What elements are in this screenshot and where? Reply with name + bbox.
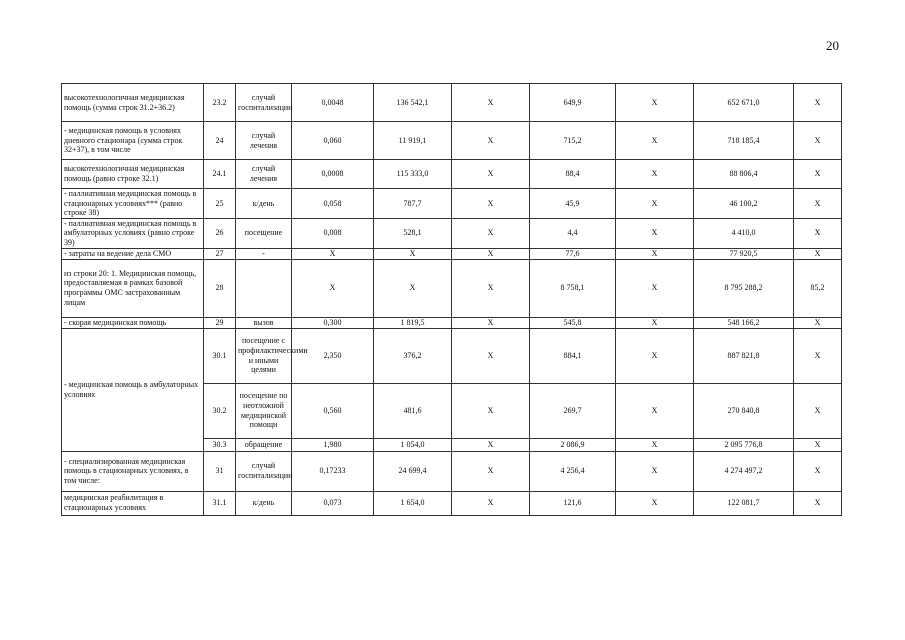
cell-c7: X (794, 160, 842, 189)
cell-c3: X (452, 491, 530, 515)
cell-c4: 4 256,4 (530, 451, 616, 491)
table-row (62, 491, 842, 515)
row-number: 26 (204, 218, 236, 248)
row-name-ambulatory: - медицинская помощь в амбулаторных условиях (62, 328, 204, 451)
cell-cost: 1 819,5 (374, 317, 452, 328)
cell-c5: X (616, 248, 694, 259)
cell-c6: 4 274 497,2 (694, 451, 794, 491)
cell-c7: X (794, 248, 842, 259)
cell-volume: X (292, 259, 374, 317)
cell-c4: 269,7 (530, 383, 616, 438)
cell-volume: 0,0008 (292, 160, 374, 189)
cell-volume: 1,980 (292, 438, 374, 451)
cell-c6: 77 920,5 (694, 248, 794, 259)
cell-cost: 1 054,0 (374, 438, 452, 451)
row-number: 31.1 (204, 491, 236, 515)
cell-c7: X (794, 491, 842, 515)
table-row (62, 84, 842, 122)
cell-c6: 652 671,0 (694, 84, 794, 122)
cell-c4: 545,8 (530, 317, 616, 328)
cell-volume: 0,560 (292, 383, 374, 438)
table-row (62, 160, 842, 189)
cell-c5: X (616, 160, 694, 189)
cell-c3: X (452, 328, 530, 383)
cell-c7: X (794, 189, 842, 219)
cell-cost: 1 654,0 (374, 491, 452, 515)
row-name: - затраты на ведение дела СМО (62, 248, 204, 259)
cell-c6: 88 806,4 (694, 160, 794, 189)
cell-c7: X (794, 328, 842, 383)
cell-cost: 528,1 (374, 218, 452, 248)
row-unit: посещение по неотложной медицинской помощи (236, 383, 292, 438)
cell-cost: 481,6 (374, 383, 452, 438)
cell-c3: X (452, 218, 530, 248)
cell-cost: X (374, 259, 452, 317)
cell-c3: X (452, 451, 530, 491)
cell-c3: X (452, 248, 530, 259)
cell-c4: 45,9 (530, 189, 616, 219)
cell-c3: X (452, 84, 530, 122)
cell-c3: X (452, 438, 530, 451)
cell-c4: 4,4 (530, 218, 616, 248)
cell-c5: X (616, 383, 694, 438)
cell-c6: 548 166,2 (694, 317, 794, 328)
row-number: 31 (204, 451, 236, 491)
cell-c6: 2 095 776,8 (694, 438, 794, 451)
table-row (62, 328, 842, 383)
cell-volume: 0,058 (292, 189, 374, 219)
cell-c6: 122 081,7 (694, 491, 794, 515)
row-number: 27 (204, 248, 236, 259)
cell-c7: X (794, 317, 842, 328)
cell-c5: X (616, 218, 694, 248)
cell-volume: X (292, 248, 374, 259)
cell-c7: X (794, 383, 842, 438)
row-unit (236, 259, 292, 317)
cell-c6: 270 840,8 (694, 383, 794, 438)
row-unit: посещение (236, 218, 292, 248)
table-row (62, 248, 842, 259)
cell-volume: 0,060 (292, 122, 374, 160)
cell-volume: 0,300 (292, 317, 374, 328)
cell-c5: X (616, 317, 694, 328)
row-unit: к/день (236, 491, 292, 515)
cell-c5: X (616, 438, 694, 451)
cell-c6: 718 185,4 (694, 122, 794, 160)
row-unit: случай лечения (236, 160, 292, 189)
row-unit: обращение (236, 438, 292, 451)
cell-c5: X (616, 189, 694, 219)
row-name: высокотехнологичная медицинская помощь (равно строке 32.1) (62, 160, 204, 189)
row-name: медицинская реабилитация в стационарных условиях (62, 491, 204, 515)
cell-c3: X (452, 317, 530, 328)
cell-volume: 0,073 (292, 491, 374, 515)
table-row (62, 122, 842, 160)
cell-c7: X (794, 122, 842, 160)
row-unit: случай госпитализации (236, 84, 292, 122)
table-row (62, 317, 842, 328)
row-name: - паллиативная медицинская помощь в амбулаторных условиях (равно строке 39) (62, 218, 204, 248)
page-number: 20 (826, 38, 839, 53)
cell-c4: 121,6 (530, 491, 616, 515)
cell-c4: 715,2 (530, 122, 616, 160)
cell-volume: 2,350 (292, 328, 374, 383)
cell-c3: X (452, 189, 530, 219)
row-name: - медицинская помощь в условиях дневного стационара (сумма строк 32+37), в том числе (62, 122, 204, 160)
cell-c5: X (616, 328, 694, 383)
cell-c6: 46 100,2 (694, 189, 794, 219)
cell-c4: 88,4 (530, 160, 616, 189)
row-name: - скорая медицинская помощь (62, 317, 204, 328)
row-number: 30.1 (204, 328, 236, 383)
cell-cost: 24 699,4 (374, 451, 452, 491)
row-number: 23.2 (204, 84, 236, 122)
row-number: 30.2 (204, 383, 236, 438)
cell-volume: 0,17233 (292, 451, 374, 491)
cell-c5: X (616, 451, 694, 491)
cell-c6: 4 410,0 (694, 218, 794, 248)
tariff-table (61, 83, 842, 516)
table-row (62, 451, 842, 491)
row-unit: к/день (236, 189, 292, 219)
cell-c4: 77,6 (530, 248, 616, 259)
cell-volume: 0,008 (292, 218, 374, 248)
cell-c4: 8 758,1 (530, 259, 616, 317)
row-name: - паллиативная медицинская помощь в стационарных условиях*** (равно строке 38) (62, 189, 204, 219)
cell-c3: X (452, 259, 530, 317)
row-number: 25 (204, 189, 236, 219)
row-unit: посещение с профилактическими и иными целями (236, 328, 292, 383)
row-number: 28 (204, 259, 236, 317)
table-row (62, 218, 842, 248)
cell-c3: X (452, 122, 530, 160)
cell-c5: X (616, 259, 694, 317)
row-name: - специализированная медицинская помощь в стационарных условиях, в том числе: (62, 451, 204, 491)
row-number: 30.3 (204, 438, 236, 451)
cell-cost: 376,2 (374, 328, 452, 383)
cell-c5: X (616, 122, 694, 160)
cell-cost: 136 542,1 (374, 84, 452, 122)
cell-c7: X (794, 438, 842, 451)
cell-c5: X (616, 84, 694, 122)
cell-c4: 2 086,9 (530, 438, 616, 451)
table-row (62, 259, 842, 317)
table-row (62, 189, 842, 219)
row-number: 29 (204, 317, 236, 328)
cell-c6: 8 795 288,2 (694, 259, 794, 317)
row-number: 24 (204, 122, 236, 160)
row-number: 24.1 (204, 160, 236, 189)
cell-c3: X (452, 160, 530, 189)
cell-c6: 887 821,8 (694, 328, 794, 383)
row-name: высокотехнологичная медицинская помощь (сумма строк 31.2+36.2) (62, 84, 204, 122)
cell-c7: 85,2 (794, 259, 842, 317)
cell-cost: X (374, 248, 452, 259)
cell-c7: X (794, 84, 842, 122)
row-name: из строки 20: 1. Медицинская помощь, предоставляемая в рамках базовой программы ОМС застрахованным лицам (62, 259, 204, 317)
cell-cost: 11 919,1 (374, 122, 452, 160)
cell-c4: 884,1 (530, 328, 616, 383)
cell-cost: 787,7 (374, 189, 452, 219)
row-unit: случай лечения (236, 122, 292, 160)
cell-c3: X (452, 383, 530, 438)
row-unit: вызов (236, 317, 292, 328)
cell-cost: 115 333,0 (374, 160, 452, 189)
cell-c4: 649,9 (530, 84, 616, 122)
row-unit: случай госпитализации (236, 451, 292, 491)
cell-c7: X (794, 218, 842, 248)
cell-c7: X (794, 451, 842, 491)
row-unit: - (236, 248, 292, 259)
cell-volume: 0,0048 (292, 84, 374, 122)
cell-c5: X (616, 491, 694, 515)
